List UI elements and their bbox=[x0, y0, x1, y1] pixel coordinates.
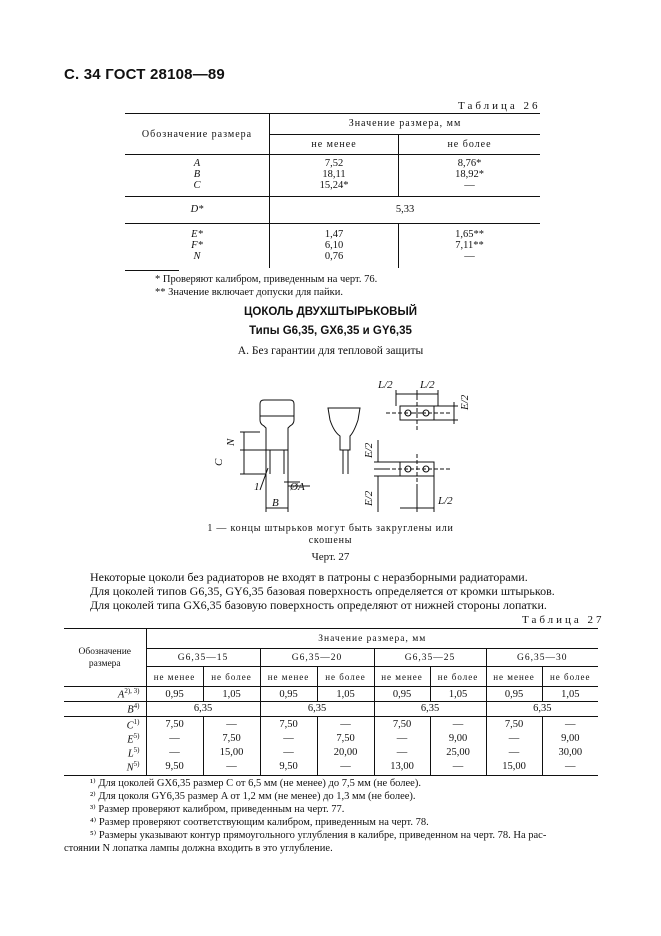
table27-cell: 15,00 bbox=[203, 746, 260, 760]
table26-row-name: F* bbox=[191, 240, 203, 251]
table26-cell: 8,76* bbox=[457, 158, 482, 169]
figure-caption-2: скошены bbox=[308, 535, 353, 546]
figure-number: Черт. 27 bbox=[311, 551, 350, 563]
table27-cell: — bbox=[430, 759, 486, 775]
table27-cell: 15,00 bbox=[486, 759, 542, 775]
footnote-rule bbox=[125, 270, 179, 271]
row-sup: 5) bbox=[133, 732, 140, 740]
table27-min-header: не менее bbox=[260, 667, 317, 687]
table-row bbox=[64, 732, 598, 746]
table27-cell: 7,50 bbox=[203, 732, 260, 746]
table27-cell: — bbox=[374, 746, 430, 760]
table26-cell: 7,11** bbox=[455, 240, 484, 251]
table-row bbox=[64, 687, 598, 702]
table27-cell: — bbox=[565, 718, 576, 730]
table27-cell: 7,50 bbox=[317, 732, 374, 746]
table26-row-name: D* bbox=[125, 197, 270, 223]
table27-min-header: не менее bbox=[146, 667, 203, 687]
table27-cell: — bbox=[374, 732, 430, 746]
table27-type-header: G6,35—15 bbox=[146, 649, 260, 667]
row-name: E bbox=[127, 734, 134, 746]
table27-cell: 6,35 bbox=[146, 702, 260, 717]
base-front-outline bbox=[260, 400, 294, 450]
row-name: B bbox=[127, 704, 134, 716]
table26-row-name: A bbox=[193, 158, 201, 169]
table26-cell: 6,10 bbox=[324, 240, 344, 251]
table27-cell: — bbox=[260, 746, 317, 760]
table27-cell: 1,05 bbox=[430, 687, 486, 702]
row-name: A bbox=[117, 689, 125, 701]
table27-cell: 6,35 bbox=[533, 703, 552, 715]
table-row bbox=[64, 746, 598, 760]
table27-max-header: не более bbox=[430, 667, 486, 687]
table27-cell: 7,50 bbox=[260, 716, 317, 732]
table27-cell: 7,50 bbox=[146, 716, 203, 732]
table27-type-header: G6,35—30 bbox=[486, 649, 598, 667]
table27-cell: 1,05 bbox=[203, 687, 260, 702]
paragraph-3: Для цоколей типа GX6,35 базовую поверхность определяют от нижней стороны лопатки. bbox=[90, 598, 547, 612]
label-l2-3: L/2 bbox=[438, 495, 453, 507]
table27-cell: 0,95 bbox=[486, 687, 542, 702]
label-e2-1: E/2 bbox=[459, 394, 471, 410]
table26-caption: Таблица 26 bbox=[458, 100, 541, 112]
paragraph-2: Для цоколей типов G6,35, GY6,35 базовая поверхность определяется от кромки штырьков. bbox=[90, 584, 555, 598]
table26-row-name: N bbox=[193, 251, 201, 262]
table27-cell: 1,05 bbox=[561, 688, 580, 700]
page-header: С. 34 ГОСТ 28108—89 bbox=[64, 66, 225, 83]
table27-designation-header bbox=[64, 629, 146, 687]
table26-cell: 15,24* bbox=[319, 180, 349, 191]
table27-max-header: не более bbox=[317, 667, 374, 687]
table-row bbox=[64, 759, 598, 775]
table26-cell: 18,11 bbox=[322, 169, 346, 180]
table27-cell: 0,95 bbox=[146, 687, 203, 702]
table27-min-header: не менее bbox=[486, 667, 542, 687]
label-1: 1 bbox=[254, 481, 260, 493]
table26-value-header: Значение размера, мм bbox=[270, 114, 540, 135]
table27-note-2: ²⁾ Для цоколя GY6,35 размер A от 1,2 мм (не менее) до 1,3 мм (не более). bbox=[90, 791, 416, 802]
table26-min-header: не менее bbox=[270, 135, 399, 154]
table27-cell: — bbox=[146, 746, 203, 760]
table26-designation-header: Обозначение размера bbox=[125, 114, 270, 154]
table27-cell: 25,00 bbox=[430, 746, 486, 760]
table27-cell: — bbox=[486, 732, 542, 746]
table27-cell: 1,05 bbox=[317, 687, 374, 702]
paragraph-1: Некоторые цоколи без радиаторов не входят в патроны с неразборными радиаторами. bbox=[90, 570, 528, 584]
table27-cell: 9,00 bbox=[561, 733, 580, 745]
table27-cell: 7,50 bbox=[486, 716, 542, 732]
row-sup: 4) bbox=[133, 702, 140, 710]
figure-caption-1: 1 — концы штырьков могут быть закруглены или bbox=[207, 523, 454, 534]
table27-cell: 30,00 bbox=[558, 746, 583, 758]
section-title: ЦОКОЛЬ ДВУХШТЫРЬКОВЫЙ bbox=[243, 306, 417, 318]
table26-cell: 18,92* bbox=[455, 169, 484, 180]
row-sup: 5) bbox=[133, 760, 140, 768]
table27-max-header: не более bbox=[542, 667, 598, 687]
table27-type-header: G6,35—20 bbox=[260, 649, 374, 667]
label-l2-1: L/2 bbox=[378, 379, 393, 391]
table26 bbox=[125, 113, 540, 268]
table27-cell: — bbox=[203, 759, 260, 775]
table26-max-header: не более bbox=[447, 139, 492, 150]
table26-row-d bbox=[125, 197, 540, 223]
table27-cell: 6,35 bbox=[374, 702, 486, 717]
table27-note-3: ³⁾ Размер проверяют калибром, приведенным на черт. 77. bbox=[90, 804, 345, 815]
table27-value-header: Значение размера, мм bbox=[146, 629, 598, 649]
label-c: C bbox=[213, 458, 225, 466]
label-b: B bbox=[272, 497, 279, 509]
table27-cell: 9,00 bbox=[430, 732, 486, 746]
table27-min-header: не менее bbox=[374, 667, 430, 687]
table26-cell: — bbox=[464, 251, 475, 262]
table27-cell: 6,35 bbox=[260, 702, 374, 717]
label-n: N bbox=[225, 438, 237, 446]
table27-cell: — bbox=[317, 759, 374, 775]
row-name: C bbox=[126, 720, 134, 731]
table-row bbox=[64, 702, 598, 717]
table26-note-1: * Проверяют калибром, приведенным на черт. 76. bbox=[155, 274, 378, 285]
table26-cell: — bbox=[464, 180, 475, 191]
row-name: L bbox=[127, 748, 134, 759]
table27-cell: 7,50 bbox=[374, 716, 430, 732]
table26-group1 bbox=[125, 155, 540, 196]
row-sup: 1) bbox=[133, 717, 140, 726]
table27-note-5: ⁵⁾ Размеры указывают контур прямоугольного углубления в калибре, приведенном на черт. 78. На рас- bbox=[90, 830, 547, 841]
label-e2-3: E/2 bbox=[363, 490, 375, 506]
table27-cell: 9,50 bbox=[260, 759, 317, 775]
section-subtitle: Типы G6,35, GX6,35 и GY6,35 bbox=[249, 325, 412, 337]
table-row bbox=[64, 716, 598, 732]
label-a: ØA bbox=[290, 481, 305, 493]
table27 bbox=[64, 628, 598, 776]
table27-cell: — bbox=[486, 746, 542, 760]
table27-cell: — bbox=[203, 716, 260, 732]
table27-cell: 20,00 bbox=[317, 746, 374, 760]
row-sup: 5) bbox=[133, 745, 140, 754]
table27-note-4: ⁴⁾ Размер проверяют соответствующим калибром, приведенным на черт. 78. bbox=[90, 817, 429, 828]
table26-cell: 1,47 bbox=[324, 229, 344, 240]
table27-note-1: ¹⁾ Для цоколей GX6,35 размер C от 6,5 мм (не менее) до 7,5 мм (не более). bbox=[90, 778, 421, 789]
table27-cell: — bbox=[146, 732, 203, 746]
table27-caption: Таблица 27 bbox=[522, 614, 605, 626]
table27-cell: 0,95 bbox=[260, 687, 317, 702]
base-side-outline bbox=[328, 408, 360, 450]
table27-cell: 13,00 bbox=[374, 759, 430, 775]
table27-note-5-cont: стоянии N лопатка лампы должна входить в это углубление. bbox=[64, 843, 333, 854]
table26-row-name: C bbox=[193, 180, 201, 191]
table26-cell: 1,65** bbox=[455, 229, 484, 240]
table27-cell: 9,50 bbox=[146, 759, 203, 775]
table27-designation-l2: размера bbox=[88, 658, 121, 669]
table27-designation-l1: Обозначение bbox=[78, 646, 131, 657]
base-drawing bbox=[200, 362, 480, 522]
table27-cell: — bbox=[565, 761, 576, 773]
table26-row-name: B bbox=[193, 169, 201, 180]
table27-type-header: G6,35—25 bbox=[374, 649, 486, 667]
section-variant: А. Без гарантии для тепловой защиты bbox=[237, 345, 424, 357]
table27-cell: — bbox=[430, 716, 486, 732]
table26-cell: 7,52 bbox=[324, 158, 344, 169]
table26-group2 bbox=[125, 224, 540, 268]
table26-cell: 5,33 bbox=[395, 204, 415, 215]
row-name: N bbox=[126, 762, 134, 774]
table27-cell: 0,95 bbox=[374, 687, 430, 702]
table27-cell: — bbox=[260, 732, 317, 746]
table27-cell: — bbox=[317, 716, 374, 732]
table26-cell: 0,76 bbox=[324, 251, 344, 262]
table26-row-name: E* bbox=[191, 229, 203, 240]
table26-note-2: ** Значение включает допуски для пайки. bbox=[155, 287, 344, 298]
table27-max-header: не более bbox=[203, 667, 260, 687]
label-e2-2: E/2 bbox=[363, 442, 375, 458]
row-sup: 2), 3) bbox=[124, 687, 140, 696]
label-l2-2: L/2 bbox=[420, 379, 435, 391]
